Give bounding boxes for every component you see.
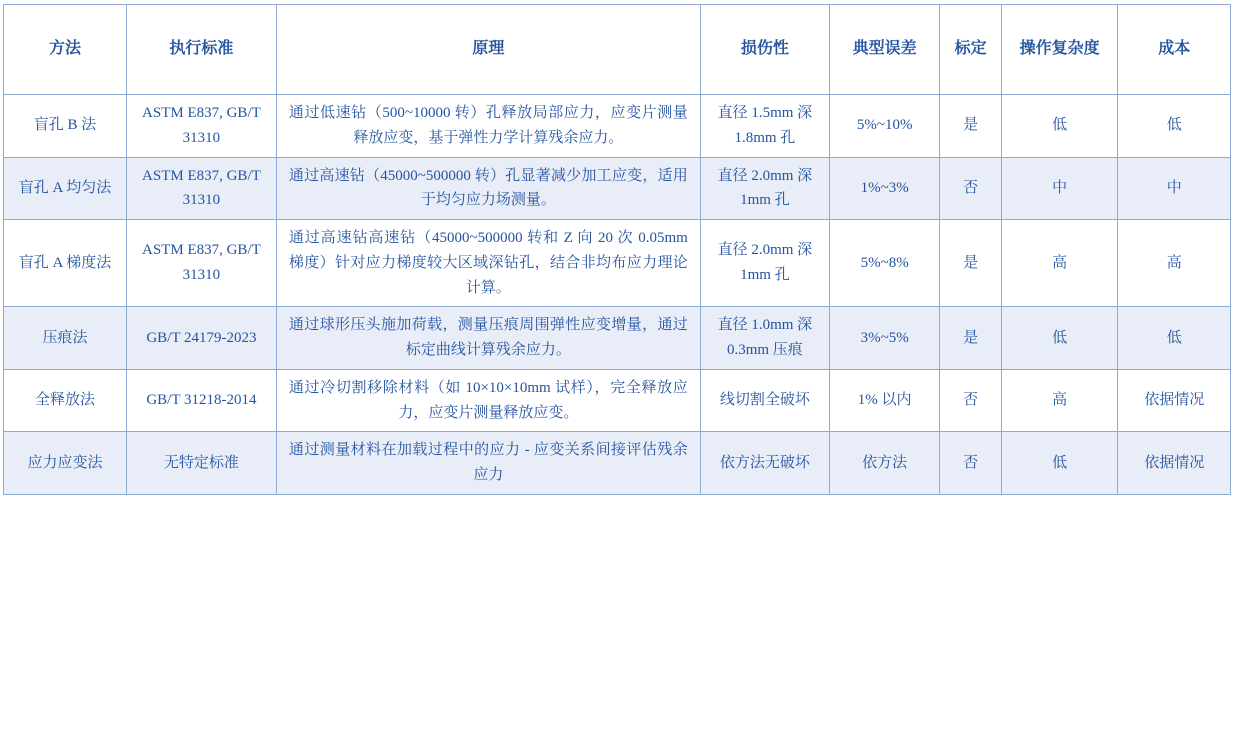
cell-cost: 低 [1118,307,1231,370]
column-header-calibration: 标定 [940,5,1001,95]
cell-calibration: 否 [940,369,1001,432]
cell-calibration: 是 [940,307,1001,370]
cell-principle-text: 通过球形压头施加荷载，测量压痕周围弹性应变增量，通过标定曲线计算残余应力。 [288,317,688,358]
table-row [4,220,1231,307]
column-header-method: 方法 [4,5,127,95]
cell-principle [276,432,700,495]
column-header-damage: 损伤性 [700,5,829,95]
cell-cost: 依据情况 [1118,432,1231,495]
cell-typical-error: 1% 以内 [829,369,939,432]
cell-principle [276,157,700,220]
cell-standard: ASTM E837, GB/T 31310 [126,220,276,307]
cell-standard: GB/T 24179-2023 [126,307,276,370]
cell-method: 盲孔 A 梯度法 [4,220,127,307]
cell-calibration: 是 [940,220,1001,307]
cell-standard: ASTM E837, GB/T 31310 [126,95,276,158]
cell-principle-text: 通过低速钻（500~10000 转）孔释放局部应力，应变片测量释放应变，基于弹性力学计算残余应力。 [288,105,688,146]
cell-principle-text: 通过高速钻（45000~500000 转）孔显著减少加工应变，适用于均匀应力场测量。 [288,167,688,209]
cell-cost: 低 [1118,95,1231,158]
header-row [4,5,1231,95]
column-header-principle: 原理 [276,5,700,95]
cell-complexity: 低 [1001,307,1118,370]
table-row [4,95,1231,158]
column-header-cost: 成本 [1118,5,1231,95]
cell-principle-text: 通过高速钻高速钻（45000~500000 转和 Z 向 20 次 0.05mm 梯度）针对应力梯度较大区域深钻孔，结合非均布应力理论计算。 [288,230,688,296]
comparison-table-page [0,4,1234,753]
cell-typical-error: 5%~10% [829,95,939,158]
column-header-complexity: 操作复杂度 [1001,5,1118,95]
cell-calibration: 是 [940,95,1001,158]
cell-typical-error: 3%~5% [829,307,939,370]
cell-typical-error: 依方法 [829,432,939,495]
cell-complexity: 低 [1001,95,1118,158]
cell-complexity: 低 [1001,432,1118,495]
cell-damage: 直径 2.0mm 深 1mm 孔 [700,157,829,220]
cell-complexity: 中 [1001,157,1118,220]
cell-damage: 直径 1.5mm 深 1.8mm 孔 [700,95,829,158]
cell-principle-text: 通过冷切割移除材料（如 10×10×10mm 试样），完全释放应力，应变片测量释放应变。 [288,379,688,421]
cell-principle [276,369,700,432]
residual-stress-methods-table [3,4,1231,495]
cell-typical-error: 5%~8% [829,220,939,307]
cell-damage: 依方法无破坏 [700,432,829,495]
cell-principle [276,307,700,370]
cell-method: 盲孔 A 均匀法 [4,157,127,220]
cell-method: 全释放法 [4,369,127,432]
table-row [4,307,1231,370]
cell-method: 盲孔 B 法 [4,95,127,158]
cell-cost: 依据情况 [1118,369,1231,432]
cell-calibration: 否 [940,432,1001,495]
cell-damage: 直径 2.0mm 深 1mm 孔 [700,220,829,307]
table-row [4,432,1231,495]
cell-cost: 高 [1118,220,1231,307]
cell-damage: 直径 1.0mm 深 0.3mm 压痕 [700,307,829,370]
table-header [4,5,1231,95]
table-body [4,95,1231,495]
column-header-standard: 执行标准 [126,5,276,95]
cell-complexity: 高 [1001,369,1118,432]
table-row [4,369,1231,432]
cell-standard: ASTM E837, GB/T 31310 [126,157,276,220]
column-header-typical-error: 典型误差 [829,5,939,95]
cell-cost: 中 [1118,157,1231,220]
cell-complexity: 高 [1001,220,1118,307]
cell-principle [276,220,700,307]
cell-standard: 无特定标准 [126,432,276,495]
cell-calibration: 否 [940,157,1001,220]
cell-principle [276,95,700,158]
cell-method: 压痕法 [4,307,127,370]
cell-typical-error: 1%~3% [829,157,939,220]
cell-damage: 线切割全破坏 [700,369,829,432]
cell-principle-text: 通过测量材料在加载过程中的应力 - 应变关系间接评估残余应力 [288,442,688,483]
table-row [4,157,1231,220]
cell-standard: GB/T 31218-2014 [126,369,276,432]
cell-method: 应力应变法 [4,432,127,495]
